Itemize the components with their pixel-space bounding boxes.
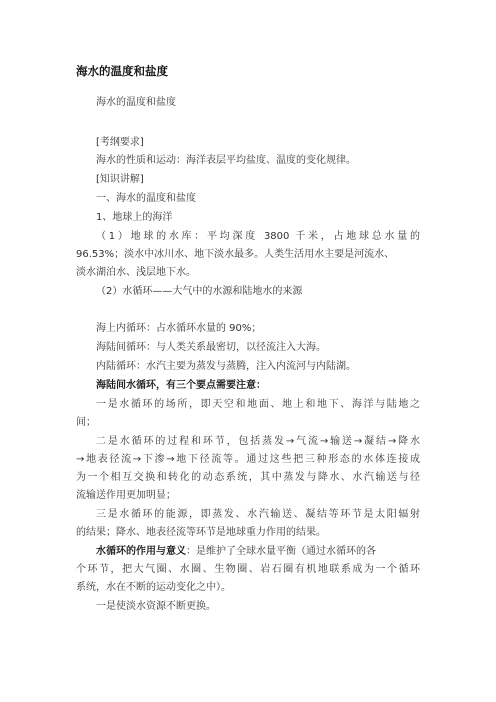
role-heading: 水循环的作用与意义	[96, 546, 186, 557]
paragraph-line: （1）地球的水库：平均深度 3800 千米，占地球总水量的	[96, 231, 420, 242]
requirements-text: 海水的性质和运动：海洋表层平均盐度、温度的变化规律。	[96, 155, 356, 166]
paragraph-line: 96.53%；淡水中冰川水、地下淡水最多。人类生活用水主要是河流水、	[76, 249, 395, 260]
role-line-1	[96, 546, 376, 558]
paragraph-line: 间；	[76, 417, 96, 428]
paragraph-line: 三是水循环的能源，即蒸发、水汽输送、凝结等环节是太阳辐射	[96, 509, 420, 520]
section-explain: [知识讲解]	[96, 174, 144, 185]
paragraph-line: 个环节，把大气圈、水圈、生物圈、岩石圈有机地联系成为一个循环	[76, 564, 420, 575]
paragraph-line: 一是使淡水资源不断更换。	[96, 601, 216, 612]
section-requirements: [考纲要求]	[96, 137, 144, 148]
paragraph-line: 为一个相互交换和转化的动态系统，其中蒸发与降水、水汽输送与径	[76, 472, 420, 483]
paragraph-line: 系统，水在不断的运动变化之中）。	[76, 582, 231, 593]
role-text: ：是维护了全球水量平衡（通过水循环的各	[186, 546, 376, 557]
paragraph-line: →地表径流→下渗→地下径流等。通过这些把三种形态的水体连接成	[76, 454, 420, 465]
paragraph-line: 淡水湖泊水、浅层地下水。	[76, 267, 196, 278]
paragraph-line: 一是水循环的场所，即天空和地面、地上和地下、海洋与陆地之	[96, 399, 420, 410]
paragraph-line: 流输送作用更加明显；	[76, 490, 176, 501]
heading-1: 一、海水的温度和盐度	[96, 193, 196, 204]
cycle-sea-land: 海陆间循环：与人类关系最密切，以径流注入大海。	[96, 342, 326, 353]
paragraph-line: 二是水循环的过程和环节，包括蒸发→气流→输送→凝结→降水	[96, 436, 420, 447]
cycle-land: 内陆循环：水汽主要为蒸发与蒸腾，注入内流河与内陆湖。	[96, 361, 356, 372]
subtitle: 海水的温度和盐度	[96, 97, 176, 108]
paragraph-line: 的结果；降水、地表径流等环节是地球重力作用的结果。	[76, 527, 326, 538]
page-title: 海水的温度和盐度	[76, 64, 168, 78]
heading-1-1: 1、地球上的海洋	[96, 212, 173, 223]
cycle-sea: 海上内循环：占水循环水量的 90%；	[96, 323, 262, 334]
key-heading: 海陆间水循环，有三个要点需要注意：	[96, 380, 266, 391]
paragraph-line: （2）水循环——大气中的水源和陆地水的来源	[96, 286, 303, 297]
